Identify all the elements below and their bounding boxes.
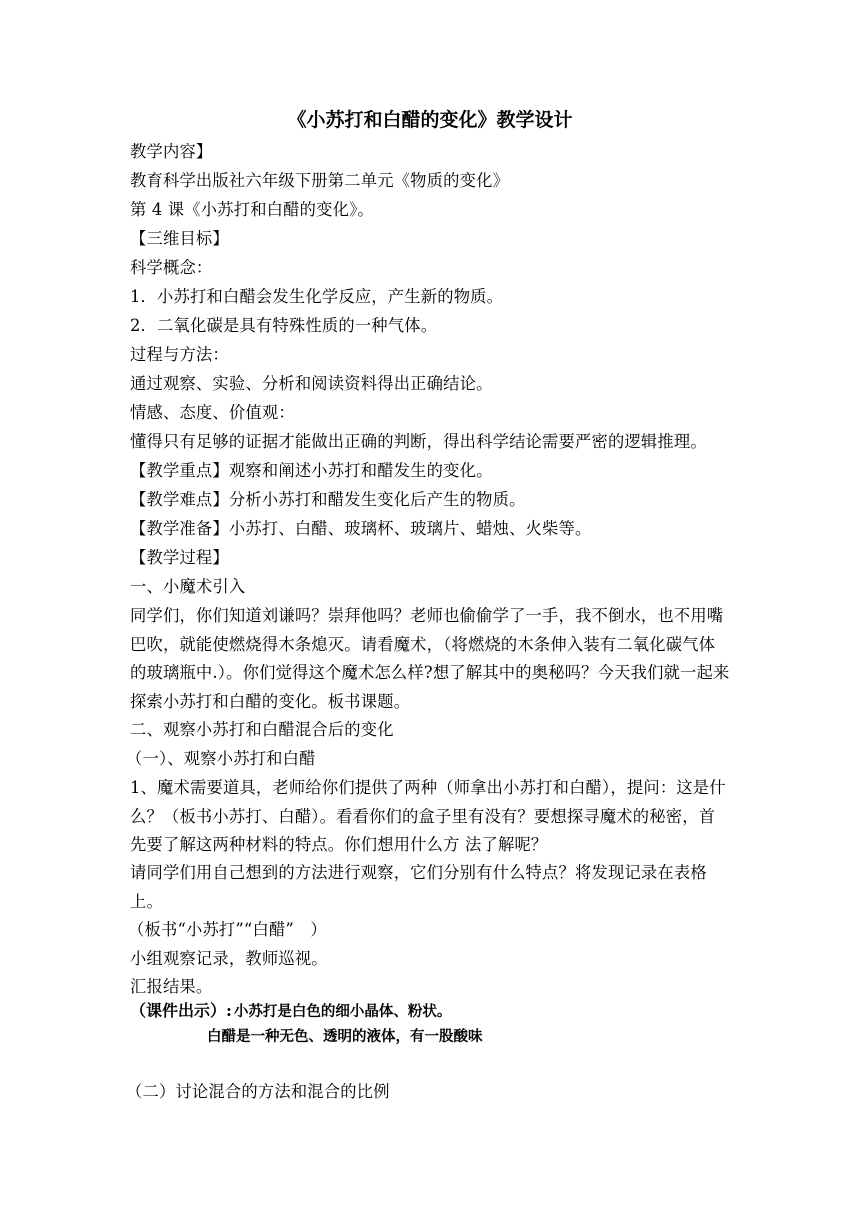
preparation-line: 【教学准备】小苏打、白醋、玻璃杯、玻璃片、蜡烛、火柴等。	[130, 519, 592, 538]
subsection-heading: （一）、观察小苏打和白醋	[126, 749, 316, 768]
courseware-label: （课件出示）:	[130, 1001, 232, 1020]
board-note: （板书“小苏打”“白醋” ）	[128, 920, 327, 939]
text-line: 小组观察记录，教师巡视。	[130, 949, 328, 968]
section-heading-content: 教学内容】	[130, 142, 213, 161]
paragraph-magic-intro: 同学们，你们知道刘谦吗？崇拜他吗？老师也偷偷学了一手，我不倒水，也不用嘴巴吹，就能使燃烧得木条熄灭。请看魔术，（将燃烧的木条伸入装有二氧化碳气体的玻璃瓶中.）。你们觉得这个魔术怎么样?想了解其中的奥秘吗？今天我们就一起来探索小苏打和白醋的变化。板书课题。	[130, 606, 730, 711]
text-line: 科学概念：	[130, 258, 213, 277]
text-line: 情感、态度、价值观：	[130, 403, 295, 422]
courseware-text: 白醋是一种无色、透明的液体，有一股酸味	[207, 1028, 483, 1045]
section-heading-process: 【教学过程】	[130, 548, 229, 567]
paragraph-props: 1、魔术需要道具，老师给你们提供了两种（师拿出小苏打和白醋），提问：这是什么？（板书小苏打、白醋）。看看你们的盒子里有没有？要想探寻魔术的秘密，首先要了解这两种材料的特点。你们想用什么方 法了解呢？	[130, 778, 726, 854]
courseware-text: 小苏打是白色的细小晶体、粉状。	[233, 1003, 452, 1020]
section-heading-observe: 二、观察小苏打和白醋混合后的变化	[130, 720, 394, 739]
text-line: 一、小魔术引入	[130, 577, 246, 596]
paragraph-observe: 请同学们用自己想到的方法进行观察，它们分别有什么特点？将发现记录在表格上。	[130, 863, 707, 911]
section-heading-goals: 【三维目标】	[130, 229, 229, 248]
text-line: 2．二氧化碳是具有特殊性质的一种气体。	[130, 316, 438, 335]
document-title: 《小苏打和白醋的变化》教学设计	[287, 109, 573, 131]
difficulty-line: 【教学难点】分析小苏打和醋发生变化后产生的物质。	[130, 490, 526, 509]
courseware-line	[130, 998, 451, 1025]
text-line: 汇报结果。	[130, 977, 213, 996]
text-line: 过程与方法：	[130, 345, 229, 364]
text-line: 懂得只有足够的证据才能做出正确的判断，得出科学结论需要严密的逻辑推理。	[130, 432, 707, 451]
text-line: 1．小苏打和白醋会发生化学反应，产生新的物质。	[130, 287, 504, 306]
text-line: 通过观察、实验、分析和阅读资料得出正确结论。	[130, 374, 493, 393]
text-line: 教育科学出版社六年级下册第二单元《物质的变化》	[130, 171, 510, 190]
key-point-line: 【教学重点】观察和阐述小苏打和醋发生的变化。	[130, 461, 493, 480]
subsection-heading: （二）讨论混合的方法和混合的比例	[126, 1082, 390, 1101]
text-line: 第 4 课《小苏打和白醋的变化》。	[130, 200, 374, 219]
